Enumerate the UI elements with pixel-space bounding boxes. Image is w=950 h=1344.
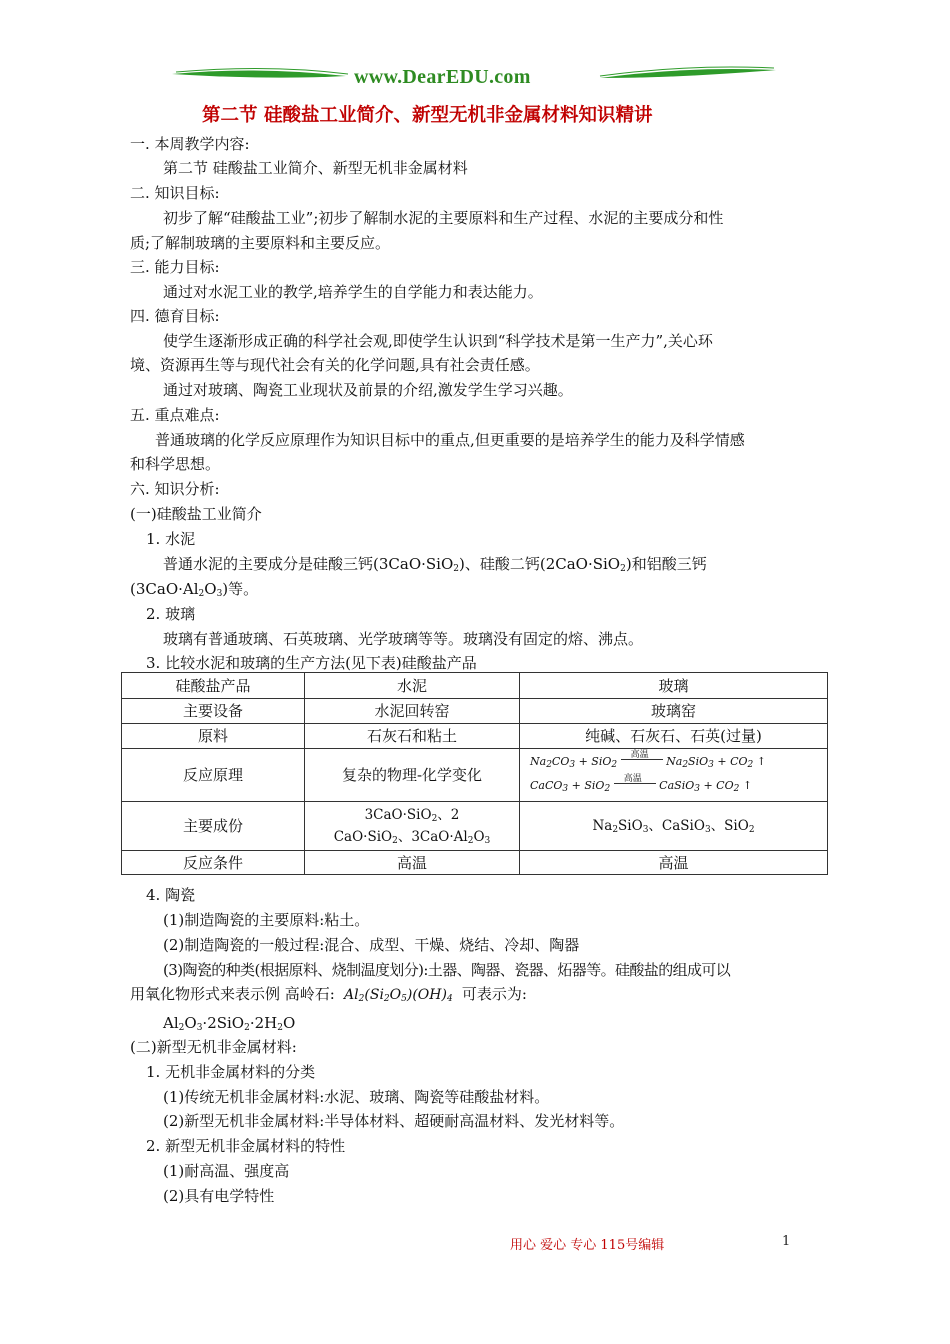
table-row [122,802,828,851]
table-header-row [122,673,828,699]
table-row [122,699,828,724]
table-cell: 复杂的物理-化学变化 [305,749,520,802]
right-swoosh-decoration [600,69,776,78]
table-cell: 主要成份 [122,802,305,851]
table-cell: 水泥回转窑 [305,699,520,724]
cement-composition-line-2: $(3CaO\cdot Al_2O_3)$等。 [130,580,259,599]
paragraph-line: (1)传统无机非金属材料:水泥、玻璃、陶瓷等硅酸盐材料。 [163,1088,550,1106]
page-number: 1 [782,1234,791,1249]
table-cell: 纯碱、石灰石、石英(过量) [520,724,828,749]
table-cell: 原料 [122,724,305,749]
reaction-equations-cell [520,749,828,802]
paragraph-line: (3)陶瓷的种类(根据原料、烧制温度划分):土器、陶器、瓷器、炻器等。硅酸盐的组成可以 [163,961,731,979]
paragraph-line: 玻璃有普通玻璃、石英玻璃、光学玻璃等等。玻璃没有固定的熔、沸点。 [163,630,644,648]
paragraph-line: (1)制造陶瓷的主要原料:粘土。 [163,911,370,929]
paragraph-line: (2)具有电学特性 [163,1187,275,1205]
paragraph-line: 通过对水泥工业的教学,培养学生的自学能力和表达能力。 [163,283,543,301]
paragraph-line: 使学生逐渐形成正确的科学社会观,即使学生认识到“科学技术是第一生产力”,关心环 [163,332,713,350]
section-heading: 三. 能力目标: [130,258,220,276]
footer-text: 用心 爱心 专心 115号编辑 [510,1238,665,1253]
table-cell: 反应条件 [122,851,305,875]
item-heading: 4. 陶瓷 [146,886,196,904]
table-cell: 玻璃窑 [520,699,828,724]
table-header-cell: 水泥 [305,673,520,699]
page-title: 第二节 硅酸盐工业简介、新型无机非金属材料知识精讲 [202,105,653,126]
paragraph-line: (1)耐高温、强度高 [163,1162,290,1180]
cement-components-cell: 3CaO·SiO$_2$、2 CaO·SiO$_2$、$3CaO\cdot Al_2O_3$ [305,802,520,851]
equation-2: CaCO$_3$ + SiO$_2$ 高温 CaSiO$_3$ + $CO_2$ ↑ [520,775,827,799]
comparison-table [121,672,828,875]
table-row [122,724,828,749]
paragraph-line: (2)制造陶瓷的一般过程:混合、成型、干燥、烧结、冷却、陶器 [163,936,580,954]
paragraph-line: (2)新型无机非金属材料:半导体材料、超硬耐高温材料、发光材料等。 [163,1112,625,1130]
paragraph-line: 境、资源再生等与现代社会有关的化学问题,具有社会责任感。 [130,356,540,374]
item-heading: 2. 新型无机非金属材料的特性 [146,1137,346,1155]
paragraph-line: 第二节 硅酸盐工业简介、新型无机非金属材料 [163,159,468,177]
item-heading: 1. 水泥 [146,530,196,548]
item-heading: 1. 无机非金属材料的分类 [146,1063,316,1081]
table-cell: 石灰石和粘土 [305,724,520,749]
section-heading: 一. 本周教学内容: [130,135,250,153]
equation-1: $Na_2CO_3 + SiO_2$ 高温 $Na_2SiO_3 + CO_2$ ↑ [520,751,827,775]
table-header-cell: 玻璃 [520,673,828,699]
subsection-heading: (二)新型无机非金属材料: [130,1038,297,1056]
kaolin-line: 用氧化物形式来表示例 高岭石: $Al_2(Si_2O_5)(OH)_4$ 可表示为: [130,985,527,1004]
subsection-heading: (一)硅酸盐工业简介 [130,505,262,523]
paragraph-line: 初步了解“硅酸盐工业”;初步了解制水泥的主要原料和生产过程、水泥的主要成分和性 [163,209,724,227]
table-cell: 主要设备 [122,699,305,724]
paragraph-line: 普通玻璃的化学反应原理作为知识目标中的重点,但更重要的是培养学生的能力及科学情感 [155,431,745,449]
paragraph-line: 通过对玻璃、陶瓷工业现状及前景的介绍,激发学生学习兴趣。 [163,381,573,399]
condition-label: 高温 [630,750,649,760]
table-cell: 反应原理 [122,749,305,802]
table-cell: 高温 [520,851,828,875]
item-heading: 2. 玻璃 [146,605,196,623]
section-heading: 六. 知识分析: [130,480,220,498]
section-heading: 二. 知识目标: [130,184,220,202]
section-heading: 四. 德育目标: [130,307,220,325]
table-cell: 高温 [305,851,520,875]
cement-composition-line: 普通水泥的主要成分是硅酸三钙(3CaO·SiO$_2$)、硅酸二钙(2CaO·SiO$_2$)和铝酸三钙 [163,555,707,574]
item-heading: 3. 比较水泥和玻璃的生产方法(见下表)硅酸盐产品 [146,654,477,672]
section-heading: 五. 重点难点: [130,406,220,424]
paragraph-line: 和科学思想。 [130,455,221,473]
paragraph-line: 质;了解制玻璃的主要原料和主要反应。 [130,234,391,252]
table-header-cell: 硅酸盐产品 [122,673,305,699]
glass-components-cell: $Na_2SiO_3$、CaSiO$_3$、SiO$_2$ [520,802,828,851]
site-logo-text[interactable]: www.DearEDU.com [354,66,531,88]
table-row [122,749,828,802]
condition-label: 高温 [623,774,642,784]
kaolin-formula: $Al_2(Si_2O_5)(OH)_4$ [339,987,453,1004]
oxide-formula-line: $Al_2O_3\cdot 2SiO_2\cdot 2H_2O$ [163,1014,296,1033]
table-row [122,851,828,875]
